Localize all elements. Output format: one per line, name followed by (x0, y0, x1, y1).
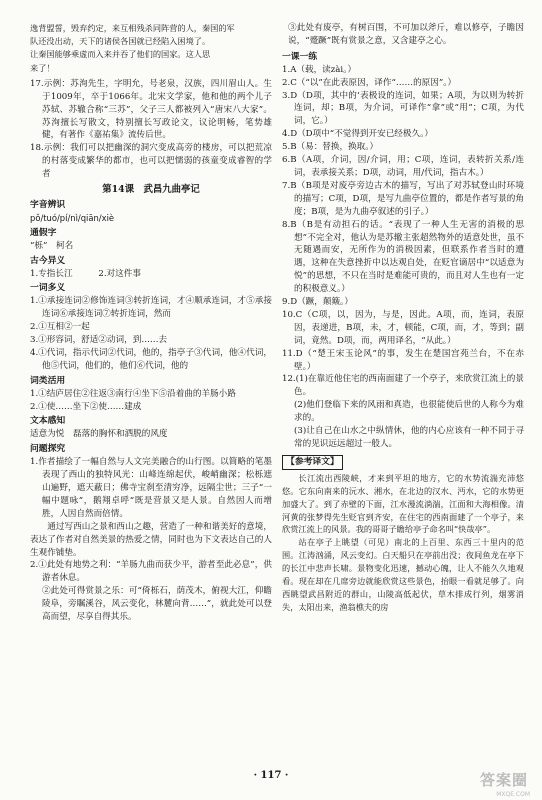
answer-r9: 9.D（蹶，颠簸。） (282, 297, 353, 308)
wen-ben-1: 适意为悦 磊落的胸怀和洒脱的风度 (30, 429, 168, 440)
answer-r12-c: (3)让自己在山水之中纵情休，他的内心应该有一种不同于寻常的见识远远超过一般人。 (294, 426, 524, 449)
translation-paragraph-2: 站在亭子上眺望（可见）南北的上百里、东西三十里内的范围。江涛汹涌，风云变幻。白天船只在亭前出没；夜间鱼龙在亭下的长江中悲声长啸。景物变化迅速，撼动心魄，让人不能久久地观看。现在却在几席旁边就能欣赏这些景色，抬眼一看就足够了。向西眺望武昌附近的群山，山陵高低起伏，草木排成行列，烟雾消失，太阳出来，渔翁樵夫的房 (282, 537, 524, 612)
answer-r8: 8.B（B是有动担石的话。“表现了一种人生无害的消极的思想”不完全对，他认为是苏辙主张超然物外的适意处世，虽不无随遇而安，无所作为的消极因素，但联系作者当时的遭遇，这种在失意挫折中以达观自处，在贬官谪居中“以适意为悦”的思想，不只在当时是难能可贵的，而且对人生也有一定的积极意义。） (282, 219, 524, 295)
question-2-b: ②此处可得赏景之乐：可“倚栎石，荫茂木，俯视大江，仰瞻陵阜，旁瞩溪谷，风云变化，林麓向背……”，就此处可以登高而望，尽享自得其乐。 (42, 586, 272, 623)
section-translation: 【参考译文】 (282, 455, 343, 470)
answer-18: 18.示例：我们可以把幽深的洞穴变成高旁的楼房，可以把荒凉的村落变成繁华的都市，也可以把懦弱的孩童变成睿智的学者 (30, 143, 272, 180)
translation-paragraph-1: 长江流出西陵峡，才来到平坦的地方，它的水势流湍充沛悠悠。它东向南来的沅水、湘水，在北边的汉水、沔水，它的水势更加盛大了。到了赤壁的下面，江水漫流淌湍，江面和大海相像。清河黄的张梦得先生贬官到齐安，在住宅的西南面建了一个亭子，来欣赏江流上的风景。我的哥哥子瞻给亭子命名叫“快哉亭”。 (282, 472, 524, 535)
ci-lei-1: 1.①结庐居住②往返③南行④坐下⑤沿着曲的羊肠小路 (30, 388, 236, 399)
gu-jin-1: 1.专指长江 2.对这件事 (30, 268, 141, 279)
translation-heading: 参考译文 (294, 456, 331, 467)
right-column (282, 22, 524, 614)
answer-r3: 3.D（D项，其中的‘表极设的连词，如果；A项，为以则为转折连词，却；B项，为介词，可译作“拿”或“用”；C项，为代词，它。） (282, 90, 524, 127)
yi-ci-3: 3.①形容词，舒适②动词，到……去 (30, 335, 168, 346)
left-column (30, 22, 272, 624)
section-wen-ti: 问题探究 (30, 444, 66, 455)
answer-r12-a: 12.(1)在靠近他住宅的西南面建了一个亭子，来欣赏江流上的景色。 (282, 374, 524, 398)
answer-r1: 1.A（载，读zài。） (282, 64, 357, 75)
yi-ci-1: 1.①承接连词②修饰连词③转折连词，才④顺承连词，才⑤承接连词⑥承接连词⑦转折连词，然而 (30, 296, 272, 320)
left-top-line-2: 队还没出动，天下的诸侯各国就已经陷入困境了。 (30, 36, 211, 47)
section-gu-jin: 古今异义 (30, 255, 66, 266)
page-number: · 117 · (253, 770, 289, 781)
section-yi-ke-yi-lian: 一课一练 (282, 51, 318, 62)
section-zi-yin: 字音辨识 (30, 199, 66, 210)
answer-r4: 4.D（D项中“不觉得到开安已经极久。） (282, 129, 433, 140)
left-top-line-4: 来了！ (30, 62, 55, 73)
tong-jia-1: “栎” 柯名 (30, 240, 74, 251)
yi-ci-2: 2.①互相②一起 (30, 322, 90, 333)
section-ci-lei: 词类活用 (30, 375, 66, 386)
question-1: 1.作者描绘了一幅自然与人文完美融合的山行图。以简略的笔墨表现了西山的独特风光：山峰连绵起伏，峻峭幽深；松栎遮山遍野，遮天蔽日；佛寺宝刹至清穷净，远隔尘世；三子“一幅中题咏”，鹅翔卓呼“既是营景又是人景。自然因人而增胜，人因自然而倍情。 (30, 457, 272, 519)
section-wen-ben: 文本感知 (30, 416, 66, 427)
question-1-b: 通过写西山之景和西山之趣，营造了一种和谐美好的意境，表达了作者对自然美景的热爱之情，同时也为下文表达自己的人生观作铺垫。 (30, 521, 272, 558)
answer-r11: 11.D（“楚王宋玉论风”的事，发生在楚国宫苑兰台，不在赤壁。） (282, 348, 524, 372)
answer-r12-b: (2)他们登临下来的风雨和真造，也很能使后世的人称今为难求的。 (294, 400, 524, 424)
watermark-url: MXQE.COM (496, 791, 530, 798)
answer-17: 17.示例：苏洵先生，字明允，号老泉，汉族，四川眉山人。生于1009年，卒于1066年。北宋文学家，他和他的两个儿子苏轼、苏辙合称“三苏”，父子三人都被列入“唐宋八大家”。苏洵擅长写散文，特别擅长写政论文，议论明畅，笔势雄健，有著作《嘉祐集》流传后世。 (30, 78, 272, 141)
answer-r7: 7.B（B项是对废亭旁边古木的描写，写出了对苏轼登山时环境的描写；C项，D项，是写九曲亭位置的，都是作者写景的角度；B项，是为九曲亭叙述的引子。） (282, 180, 524, 217)
answer-r6: 6.B（A项，介词，因/介词，用；C项，连词，表转折关系/连词，表承接关系；D项，动词，用/代词，指古木。） (282, 155, 524, 178)
pinyin-answers: pǒ/tuó/pí/nì/qiān/xiè (30, 212, 115, 223)
left-top-line-1: 逸背盟誓，毁弃约定，来互相残杀同阵营的人，秦国的军 (30, 23, 235, 33)
lesson-title: 第14课 武昌九曲亭记 (102, 184, 200, 196)
watermark-logo: 答案圈 (479, 771, 528, 789)
section-yi-ci: 一词多义 (30, 283, 66, 294)
section-tong-jia: 通假字 (30, 227, 57, 238)
ci-lei-2: 2.①使……坐下②使……建成 (30, 401, 142, 412)
right-top-text: ③此处有废亭，有树百围，不可加以斧斤，难以修亭，子瞻因说，“蹙蹶”既有赏景之意，又含建亭之心。 (288, 23, 524, 46)
left-top-line-3: 让秦国能够乘虚而入来并吞了他们的国家。这人思 (30, 49, 211, 60)
yi-ci-4: 4.①代词，指示代词②代词，他的，指亭子③代词，他④代词，他⑤代词，他们的，他们⑥代词，他的 (30, 347, 272, 371)
answer-r10: 10.C（C项，以，因为，与是，因此。A项，而，连词，表原因，表递进，B项，未，才，顿能，C项，而，才，等到；副词，竟然。D项，而，两用译名，“从此。） (282, 309, 524, 346)
question-2-a: 2.①此处有地势之利：“羊肠九曲而获少平，游者至此必息”，供游者休息。 (30, 560, 272, 584)
answer-r2: 2.C（“以”在此表原因，译作“……的原因”。） (282, 77, 457, 88)
answer-r5: 5.B（易：替换，换取。） (282, 142, 379, 153)
